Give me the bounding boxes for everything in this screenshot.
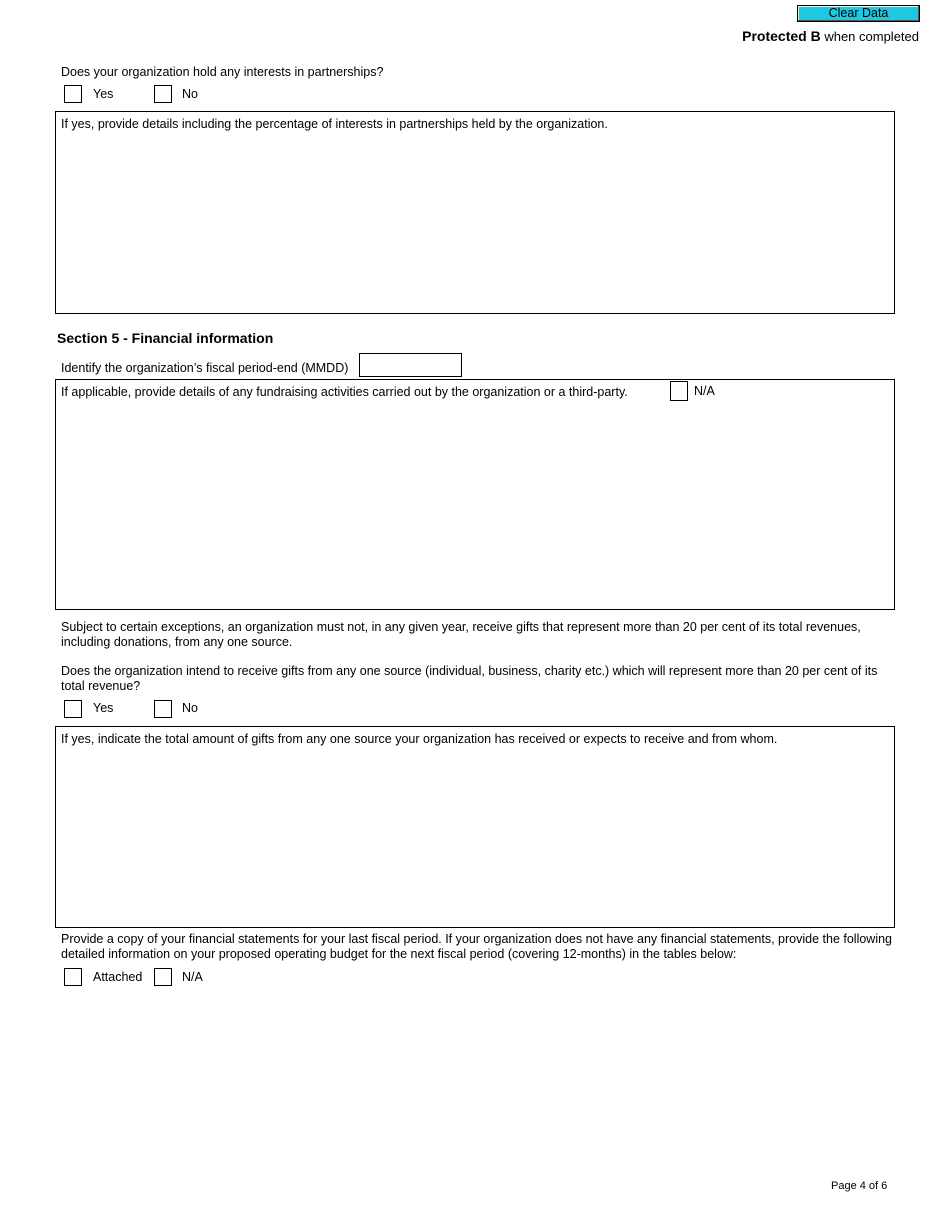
partnerships-no-label: No xyxy=(182,87,198,101)
partnerships-question: Does your organization hold any interests in partnerships? xyxy=(61,65,384,79)
partnerships-details-field[interactable] xyxy=(55,111,895,314)
protected-b-label: Protected B xyxy=(742,28,821,44)
section-5-title: Section 5 - Financial information xyxy=(57,330,274,346)
gifts-no-label: No xyxy=(182,701,198,715)
statements-attached-checkbox[interactable] xyxy=(64,968,82,986)
fundraising-na-checkbox[interactable] xyxy=(670,381,688,401)
gifts-note-line-1: Subject to certain exceptions, an organization must not, in any given year, receive gifts that represent more than 20 per cent of its total revenues, xyxy=(61,620,861,634)
gifts-yes-label: Yes xyxy=(93,701,114,715)
financial-statements-instructions xyxy=(61,932,892,961)
gifts-question-line-2: total revenue? xyxy=(61,678,141,693)
gifts-details-label: If yes, indicate the total amount of gifts from any one source your organization has received or expects to receive and from whom. xyxy=(61,732,778,746)
gifts-note-line-2: including donations, from any one source. xyxy=(61,634,293,649)
gifts-question-line-1: Does the organization intend to receive gifts from any one source (individual, business, charity etc.) which will represent more than 20 per cent of its xyxy=(61,664,878,678)
statements-na-label: N/A xyxy=(182,970,203,984)
fiscal-period-label: Identify the organization’s fiscal period-end (MMDD) xyxy=(61,361,349,375)
fundraising-details-field[interactable] xyxy=(55,379,895,610)
fundraising-na-label: N/A xyxy=(694,384,715,398)
page-number: Page 4 of 6 xyxy=(831,1180,888,1192)
partnerships-yes-label: Yes xyxy=(93,87,114,101)
financial-statements-line-2: detailed information on your proposed operating budget for the next fiscal period (covering 12-months) in the tables below: xyxy=(61,946,737,961)
protected-b-suffix: when completed xyxy=(824,29,919,44)
fundraising-details-label: If applicable, provide details of any fundraising activities carried out by the organization or a third-party. xyxy=(61,385,628,399)
financial-statements-line-1: Provide a copy of your financial statements for your last fiscal period. If your organization does not have any financial statements, provide the following xyxy=(61,932,893,946)
statements-na-checkbox[interactable] xyxy=(154,968,172,986)
gifts-details-field[interactable] xyxy=(55,726,895,928)
gifts-yes-checkbox[interactable] xyxy=(64,700,82,718)
fiscal-period-input[interactable] xyxy=(359,353,462,377)
partnerships-details-label: If yes, provide details including the percentage of interests in partnerships held by the organization. xyxy=(61,117,608,131)
gifts-question xyxy=(61,664,877,693)
partnerships-yes-checkbox[interactable] xyxy=(64,85,82,103)
gifts-no-checkbox[interactable] xyxy=(154,700,172,718)
protected-b-notice xyxy=(742,28,919,44)
partnerships-no-checkbox[interactable] xyxy=(154,85,172,103)
gifts-note xyxy=(61,620,861,649)
statements-attached-label: Attached xyxy=(93,970,143,984)
clear-data-button[interactable]: Clear Data xyxy=(797,5,920,22)
